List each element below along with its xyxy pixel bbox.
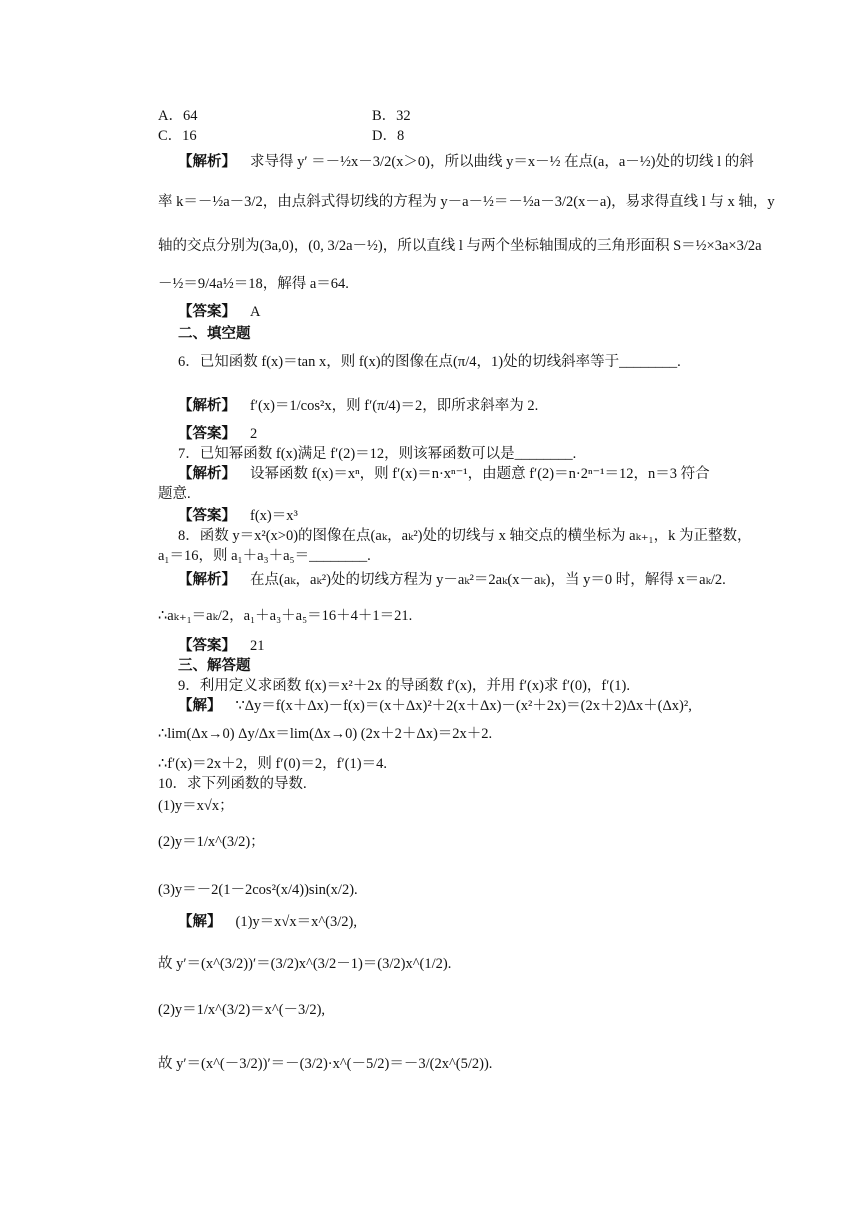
q8-analysis-line (178, 570, 738, 590)
q10-solution-text-1: (1)y＝x√x＝x^(3/2), (235, 914, 357, 930)
q10-solution-line-2: 故 y′＝(x^(3/2))′＝(3/2)x^(3/2－1)＝(3/2)x^(1/2). (158, 956, 452, 972)
q5-analysis-line-1 (178, 152, 754, 172)
q8-answer: 21 (250, 638, 265, 654)
q10-solution-line-4: 故 y′＝(x^(－3/2))′＝－(3/2)·x^(－5/2)＝－3/(2x^(5/2)). (158, 1056, 493, 1072)
q5-analysis-line-3: 轴的交点分别为(3a,0)，(0, 3/2a－½)，所以直线 l 与两个坐标轴围成的三角形面积 S＝½×3a×3/2a (158, 238, 762, 254)
q5-answer-line (178, 302, 738, 322)
q8-conclusion: ∴aₖ₊₁＝aₖ/2，a₁＋a₃＋a₅＝16＋4＋1＝21. (158, 608, 413, 624)
q10-item-2: (2)y＝1/x^(3/2)； (158, 834, 265, 850)
q6-analysis-tag: 【解析】 (178, 398, 236, 414)
q10-solution-line-3: (2)y＝1/x^(3/2)＝x^(－3/2), (158, 1002, 326, 1018)
q10-solution-line-1 (178, 912, 738, 932)
q9-solution-text-1: ∵Δy＝f(x＋Δx)－f(x)＝(x＋Δx)²＋2(x＋Δx)－(x²＋2x)＝(2x＋2)Δx＋(Δx)², (235, 698, 692, 714)
q10-solution-tag: 【解】 (178, 914, 222, 930)
section-solution-heading: 三、解答题 (178, 658, 251, 674)
q6-analysis: f′(x)＝1/cos²x，则 f′(π/4)＝2，即所求斜率为 2. (250, 398, 539, 414)
option-d: D．8 (372, 128, 405, 144)
q8-analysis-tag: 【解析】 (178, 572, 236, 588)
q10-item-3: (3)y＝－2(1－2cos²(x/4))sin(x/2). (158, 882, 358, 898)
q5-answer-tag: 【答案】 (178, 304, 236, 320)
q6-answer-line (178, 424, 738, 444)
q6-question: 6．已知函数 f(x)＝tan x，则 f(x)的图像在点(π/4，1)处的切线斜率等于________. (178, 354, 681, 370)
q5-analysis-line-4: －½＝9/4a½＝18，解得 a＝64. (158, 276, 349, 292)
q6-answer: 2 (250, 426, 258, 442)
q7-answer-line (178, 506, 738, 526)
q7-question: 7．已知幂函数 f(x)满足 f′(2)＝12，则该幂函数可以是________. (178, 446, 577, 462)
option-c: C．16 (158, 128, 197, 144)
option-a: A．64 (158, 108, 198, 124)
q5-analysis-line-2: 率 k＝－½a－3/2，由点斜式得切线的方程为 y－a－½＝－½a－3/2(x－a)，易求得直线 l 与 x 轴，y (158, 194, 775, 210)
q5-analysis-tag: 【解析】 (178, 154, 236, 170)
q10-question: 10．求下列函数的导数. (158, 776, 307, 792)
q9-solution-line-2: ∴lim(Δx→0) Δy/Δx＝lim(Δx→0) (2x＋2＋Δx)＝2x＋2. (158, 726, 493, 742)
q5-answer: A (250, 304, 261, 320)
section-fill-in-heading: 二、填空题 (178, 326, 251, 342)
q7-answer: f(x)＝x³ (250, 508, 298, 524)
q8-answer-line (178, 636, 738, 656)
q8-answer-tag: 【答案】 (178, 638, 236, 654)
q9-solution-line-1 (178, 696, 738, 716)
q8-question-line-1: 8．函数 y＝x²(x>0)的图像在点(aₖ，aₖ²)处的切线与 x 轴交点的横坐标为 aₖ₊₁，k 为正整数， (178, 528, 752, 544)
q6-analysis-line (178, 396, 738, 416)
q5-analysis-text-1: 求导得 y′ ＝－½x－3/2(x＞0)，所以曲线 y＝x－½ 在点(a，a－½)处的切线 l 的斜 (250, 154, 754, 170)
q7-answer-tag: 【答案】 (178, 508, 236, 524)
q9-solution-line-3: ∴f′(x)＝2x＋2，则 f′(0)＝2，f′(1)＝4. (158, 756, 387, 772)
q10-item-1: (1)y＝x√x； (158, 798, 234, 814)
q9-question: 9．利用定义求函数 f(x)＝x²＋2x 的导函数 f′(x)，并用 f′(x)求 f′(0)，f′(1). (178, 678, 630, 694)
q8-question-line-2: a₁＝16，则 a₁＋a₃＋a₅＝________. (158, 548, 371, 564)
q9-solution-tag: 【解】 (178, 698, 222, 714)
q7-analysis-text-1: 设幂函数 f(x)＝xⁿ，则 f′(x)＝n·xⁿ⁻¹，由题意 f′(2)＝n·2ⁿ⁻¹＝12，n＝3 符合 (250, 466, 710, 482)
q6-answer-tag: 【答案】 (178, 426, 236, 442)
q7-analysis-tag: 【解析】 (178, 466, 236, 482)
q7-analysis-line-2: 题意. (158, 486, 191, 502)
q8-analysis: 在点(aₖ，aₖ²)处的切线方程为 y－aₖ²＝2aₖ(x－aₖ)，当 y＝0 时，解得 x＝aₖ/2. (250, 572, 726, 588)
q7-analysis-line-1 (178, 464, 738, 484)
option-b: B．32 (372, 108, 411, 124)
